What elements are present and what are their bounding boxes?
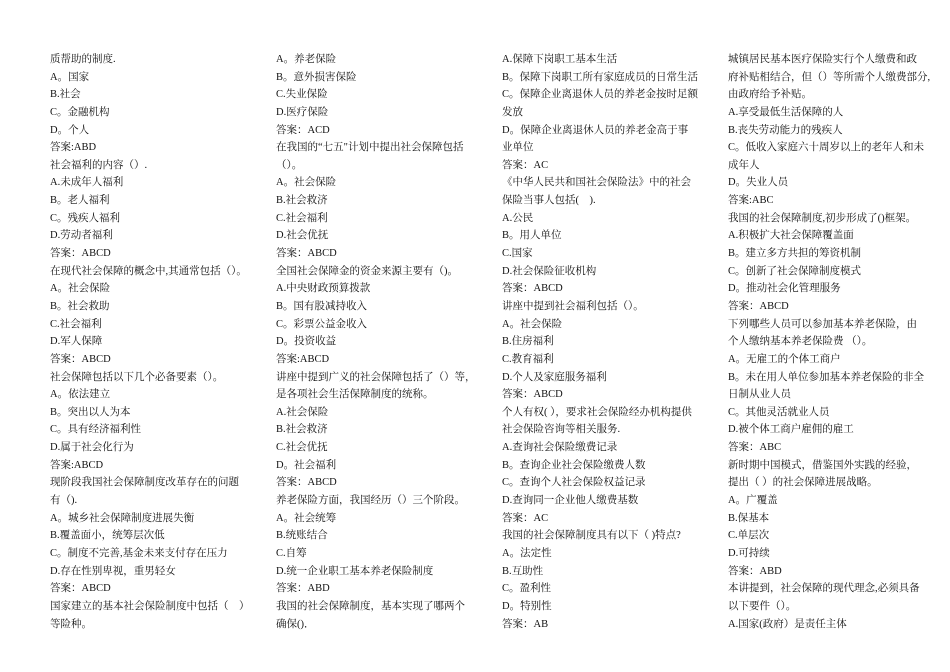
question-text-line: 城镇居民基本医疗保险实行个人缴费和政 xyxy=(728,54,917,65)
option-line: B.互助性 xyxy=(502,565,544,577)
option-line: B。突出以人为本 xyxy=(50,406,131,418)
question-text-line: 我国的社会保障制度,初步形成了()框架。 xyxy=(728,212,917,224)
option-line: D。推动社会化管理服务 xyxy=(728,283,841,295)
question-text-line: 国家建立的基本社会保险制度中包括（ ） xyxy=(50,600,250,612)
question-text-line: 社会保险咨询等相关服务. xyxy=(502,424,621,436)
question-text-line: 在现代社会保障的概念中,其通常包括（）。 xyxy=(50,265,247,277)
option-line: C.单层次 xyxy=(728,530,770,542)
answer-line: 答案：ABCD xyxy=(276,248,337,260)
question-text-line: 社会保障包括以下几个必备要素（）。 xyxy=(50,371,224,383)
option-line: D。保障企业离退休人员的养老金高于事 xyxy=(502,124,689,136)
question-text-line: 在我国的“七五"计划中提出社会保障包括 xyxy=(276,142,464,154)
option-line: A。社会保险 xyxy=(502,318,563,330)
option-line: D。个人 xyxy=(50,124,90,136)
question-text-line: 讲座中提到广义的社会保障包括了（）等， xyxy=(276,371,476,383)
answer-line: 答案：ABCD xyxy=(50,583,111,595)
question-text-line: 讲座中提到社会福利包括（）。 xyxy=(502,300,644,312)
option-line: C.社会福利 xyxy=(276,212,328,224)
option-line: B.社会救济 xyxy=(276,424,328,436)
option-line: C.失业保险 xyxy=(276,89,328,101)
option-line: D。失业人员 xyxy=(728,177,789,189)
option-line: B.社会救济 xyxy=(276,195,328,207)
question-text-line: 全国社会保障金的资金来源主要有（)。 xyxy=(276,265,458,277)
option-line: A。无雇工的个体工商户 xyxy=(728,353,841,365)
option-line: C。残疾人福利 xyxy=(50,212,121,224)
option-line: C。其他灵活就业人员 xyxy=(728,406,830,418)
text-column-1 xyxy=(50,51,250,633)
option-line: B。国有股减持收入 xyxy=(276,300,368,312)
question-text-line: 个人缴纳基本养老保险费 （）。 xyxy=(728,336,873,348)
option-line: D.被个体工商户雇佣的雇工 xyxy=(728,424,854,436)
option-line: B。社会救助 xyxy=(50,300,110,312)
option-line: B.统账结合 xyxy=(276,530,328,542)
option-line: D.存在性别卑视，重男轻女 xyxy=(50,565,176,577)
option-line: A.查询社会保险缴费记录 xyxy=(502,442,618,454)
option-line: C.社会优抚 xyxy=(276,442,328,454)
answer-line: 答案:ABCD xyxy=(50,459,104,471)
option-line: C。低收入家庭六十周岁以上的老年人和未 xyxy=(728,142,925,154)
option-line: A。社会保险 xyxy=(276,177,337,189)
option-line: B。建立多方共担的筹资机制 xyxy=(728,248,862,260)
option-line: A。社会保险 xyxy=(50,283,111,295)
option-line: D.统一企业职工基本养老保险制度 xyxy=(276,565,434,577)
option-line: C。具有经济福利性 xyxy=(50,424,142,436)
answer-line: 答案：ABD xyxy=(728,565,782,577)
answer-line: 答案：ABD xyxy=(276,583,330,595)
option-line: D。社会福利 xyxy=(276,459,337,471)
option-line: B。保障下岗职工所有家庭成员的日常生活 xyxy=(502,71,699,83)
question-text-line: 业单位 xyxy=(502,142,534,154)
answer-line: 答案：AC xyxy=(502,159,549,171)
option-line: B。老人福利 xyxy=(50,195,110,207)
option-line: C。制度不完善,基金未来支付存在压力 xyxy=(50,547,228,559)
option-line: C。彩票公益金收入 xyxy=(276,318,368,330)
question-text-line: 社会福利的内容（）. xyxy=(50,159,148,171)
option-line: D.社会保险征收机构 xyxy=(502,265,597,277)
option-line: A.享受最低生活保障的人 xyxy=(728,106,844,118)
option-line: A。城乡社会保障制度进展失衡 xyxy=(50,512,195,524)
question-text-line: 有（). xyxy=(50,495,78,507)
option-line: A.公民 xyxy=(502,212,534,224)
option-line: D.属于社会化行为 xyxy=(50,442,134,454)
answer-line: 答案：ABCD xyxy=(728,300,789,312)
text-column-4 xyxy=(728,51,931,633)
option-line: A。广覆盖 xyxy=(728,495,778,507)
answer-line: 答案:ABCD xyxy=(276,353,330,365)
question-text-line: 《中华人民共和国社会保险法》中的社会 xyxy=(502,177,691,189)
question-text-line: 等险种。 xyxy=(50,618,92,630)
question-text-line: 下列哪些人员可以参加基本养老保险，由 xyxy=(728,318,917,330)
option-line: B.覆盖面小，统筹层次低 xyxy=(50,530,165,542)
question-text-line: 我国的社会保障制度，基本实现了哪两个 xyxy=(276,600,465,612)
option-line: B.住房福利 xyxy=(502,336,554,348)
option-line: C。查询个人社会保险权益记录 xyxy=(502,477,646,489)
answer-line: 答案：ABCD xyxy=(50,353,111,365)
option-line: A。法定性 xyxy=(502,547,552,559)
answer-line: 答案:ABC xyxy=(728,195,774,207)
option-line: C.自筹 xyxy=(276,547,307,559)
question-text-line: 发放 xyxy=(502,106,523,118)
question-text-line: 本讲提到，社会保障的现代理念,必须具备 xyxy=(728,583,920,595)
question-text-line: 日制从业人员 xyxy=(728,389,791,401)
option-line: A.社会保险 xyxy=(276,406,329,418)
question-text-line: 保险当事人包括( ). xyxy=(502,195,596,207)
option-line: A.国家(政府）是责任主体 xyxy=(728,618,847,630)
answer-line: 答案：ABCD xyxy=(502,283,563,295)
answer-line: 答案：ABC xyxy=(728,442,782,454)
option-line: C。保障企业离退休人员的养老金按时足额 xyxy=(502,89,699,101)
option-line: C.社会福利 xyxy=(50,318,102,330)
option-line: B.丧失劳动能力的残疾人 xyxy=(728,124,843,136)
option-line: A。养老保险 xyxy=(276,54,337,65)
option-line: B.社会 xyxy=(50,89,81,101)
option-line: D.社会优抚 xyxy=(276,230,329,242)
text-column-2 xyxy=(276,51,476,633)
option-line: A。国家 xyxy=(50,71,90,83)
question-text-line: 府补贴相结合，但（）等所需个人缴费部分, xyxy=(728,71,931,83)
question-text-line: 提出（ ）的社会保障进展战略。 xyxy=(728,477,878,489)
answer-line: 答案：ABCD xyxy=(50,248,111,260)
option-line: B.保基本 xyxy=(728,512,770,524)
option-line: A.未成年人福利 xyxy=(50,177,124,189)
option-line: D.个人及家庭服务福利 xyxy=(502,371,607,383)
question-text-line: （）。 xyxy=(276,159,303,171)
option-line: C.教育福利 xyxy=(502,353,554,365)
option-line: B。查询企业社会保险缴费人数 xyxy=(502,459,646,471)
question-text-line: 以下要件（）。 xyxy=(728,600,797,612)
option-line: D.查询同一企业他人缴费基数 xyxy=(502,495,639,507)
option-line: A。社会统筹 xyxy=(276,512,337,524)
option-line: D.医疗保险 xyxy=(276,106,329,118)
question-text-line: 由政府给予补贴。 xyxy=(728,89,812,101)
question-text-line: 新时期中国模式，借鉴国外实践的经验， xyxy=(728,459,917,471)
answer-line: 答案:ABD xyxy=(50,142,97,154)
option-line: D.军人保障 xyxy=(50,336,103,348)
option-line: C。创新了社会保障制度模式 xyxy=(728,265,862,277)
option-line: A。依法建立 xyxy=(50,389,111,401)
answer-line: 答案：ABCD xyxy=(276,477,337,489)
option-line: C。盈利性 xyxy=(502,583,552,595)
text-column-3 xyxy=(502,51,702,633)
option-line: D。投资收益 xyxy=(276,336,337,348)
question-text-line: 养老保险方面，我国经历（）三个阶段。 xyxy=(276,495,465,507)
question-text-line: 是各项社会生活保障制度的统称。 xyxy=(276,389,434,401)
option-line: C。金融机构 xyxy=(50,106,110,118)
question-text-line: 个人有权( ），要求社会保险经办机构提供 xyxy=(502,406,692,418)
question-text-line: 现阶段我国社会保障制度改革存在的问题 xyxy=(50,477,239,489)
option-line: B。未在用人单位参加基本养老保险的非全 xyxy=(728,371,925,383)
option-line: A.保障下岗职工基本生活 xyxy=(502,54,618,65)
answer-line: 答案：ABCD xyxy=(502,389,563,401)
question-text-line: 质帮助的制度. xyxy=(50,54,116,65)
option-line: C.国家 xyxy=(502,248,533,260)
question-text-line: 成年人 xyxy=(728,159,760,171)
question-text-line: 我国的社会保障制度具有以下（ )特点? xyxy=(502,530,681,542)
answer-line: 答案：AB xyxy=(502,618,549,630)
option-line: A.中央财政预算拨款 xyxy=(276,283,371,295)
option-line: B。意外损害保险 xyxy=(276,71,357,83)
option-line: A.积极扩大社会保障覆盖面 xyxy=(728,230,854,242)
option-line: D。特别性 xyxy=(502,600,552,612)
answer-line: 答案：ACD xyxy=(276,124,330,136)
answer-line: 答案：AC xyxy=(502,512,549,524)
option-line: B。用人单位 xyxy=(502,230,562,242)
option-line: D.劳动者福利 xyxy=(50,230,113,242)
question-text-line: 确保()． xyxy=(276,618,315,630)
option-line: D.可持续 xyxy=(728,547,770,559)
